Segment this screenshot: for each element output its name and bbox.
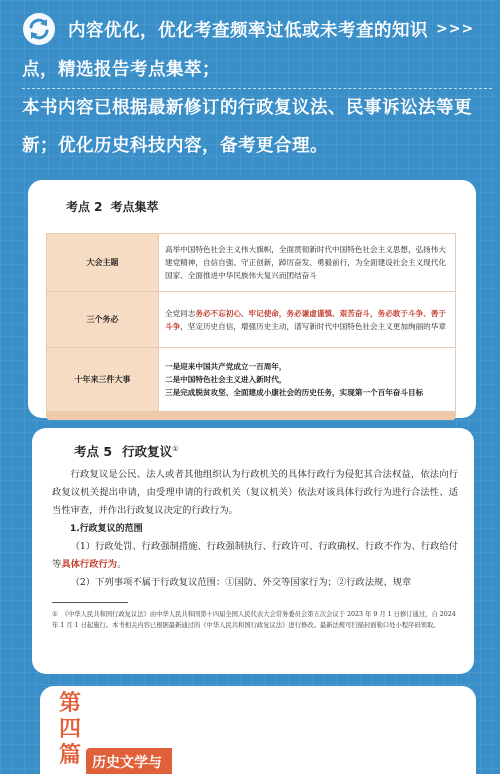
footnote-text: 《中华人民共和国行政复议法》由中华人民共和国第十四届全国人民代表大会常务委员会第五次会议于 2023 年 9 月 1 日修订通过，自 2024 年 1 月 1 日起施行。本书相关内容已根据最新通过的《中华人民共和国行政复议法》进行修改。最新法规可扫描封面勒口处小程序码领取。 — [52, 611, 456, 629]
table-row — [47, 292, 456, 348]
intro-section — [0, 0, 500, 165]
value-text: ，坚定历史自信，增强历史主动，谱写新时代中国特色社会主义更加绚丽的华章 — [180, 321, 446, 331]
value-line: 三是完成脱贫攻坚、全面建成小康社会的历史任务，实现第一个百年奋斗目标 — [165, 388, 424, 397]
table-value-cell — [159, 348, 456, 412]
section5-card — [32, 428, 474, 674]
table-row — [47, 234, 456, 292]
table-key-cell: 三个务必 — [47, 292, 159, 348]
footnote — [52, 609, 458, 631]
refresh-icon — [22, 12, 56, 46]
chevrons-icon: >>> — [436, 21, 475, 37]
footnote-ref: ① — [172, 444, 179, 453]
para-text: （1）行政处罚、行政强制措施、行政强制执行、行政许可、行政确权、行政不作为、行政给付等 — [52, 541, 458, 570]
table-value-cell — [159, 292, 456, 348]
footnote-rule — [52, 602, 128, 603]
intro-line-1 — [22, 10, 482, 48]
intro-para-line-2: 新；优化历史科技内容，备考更合理。 — [22, 136, 328, 156]
section5-title — [74, 442, 458, 460]
table-key-cell: 十年来三件大事 — [47, 348, 159, 412]
intro-text-line-2: 点，精选报告考点集萃； — [22, 60, 220, 80]
para-highlight: 具体行政行为 — [61, 559, 118, 570]
intro-para-line-1: 本书内容已根据最新修订的行政复议法、民事诉讼法等更 — [22, 98, 472, 118]
section2-title — [66, 198, 460, 215]
footnote-mark: ① — [52, 611, 58, 618]
section5-paragraph-3: （2）下列事项不属于行政复议范围：①国防、外交等国家行为；②行政法规、规章 — [70, 577, 412, 588]
section5-number: 考点 5 — [74, 444, 113, 459]
chapter-label: 第四篇 — [58, 690, 81, 768]
section5-paragraph-2 — [52, 538, 458, 574]
value-line: 一是迎来中国共产党成立一百周年， — [165, 362, 287, 371]
table-row — [47, 348, 456, 412]
value-line: 二是中国特色社会主义进入新时代， — [165, 375, 287, 384]
key-points-table — [46, 233, 456, 412]
table-key-cell: 大会主题 — [47, 234, 159, 292]
table-shadow — [46, 412, 456, 420]
section2-card — [28, 180, 476, 418]
chapter-title: 历史文学与 — [92, 755, 162, 771]
para-text: 。 — [117, 559, 127, 570]
value-highlight: 务必不忘初心、牢记使命，务必谦虚谨慎、艰苦奋斗，务必敢于斗争、善于斗争 — [165, 308, 446, 331]
intro-text-line-1: 内容优化，优化考查频率过低或未考查的知识 — [68, 20, 428, 41]
value-text: 全党同志 — [165, 308, 196, 318]
section2-title-text: 考点集萃 — [110, 200, 159, 214]
section2-number: 考点 2 — [66, 200, 103, 214]
table-value-cell: 高举中国特色社会主义伟大旗帜，全面贯彻新时代中国特色社会主义思想，弘扬伟大建党精神，自信自强、守正创新，踔厉奋发、勇毅前行，为全面建设社会主义现代化国家、全面推进中华民族伟大复兴而团结奋斗 — [159, 234, 456, 292]
section5-subheading: 1.行政复议的范围 — [70, 524, 143, 534]
section5-title-text: 行政复议 — [122, 444, 173, 459]
section5-paragraph-1: 行政复议是公民、法人或者其他组织认为行政机关的具体行政行为侵犯其合法权益，依法向行政复议机关提出申请，由受理申请的行政机关（复议机关）依法对该具体行政行为进行合法性、适当性审查，并作出行政复议决定的行政行为。 — [52, 469, 458, 516]
